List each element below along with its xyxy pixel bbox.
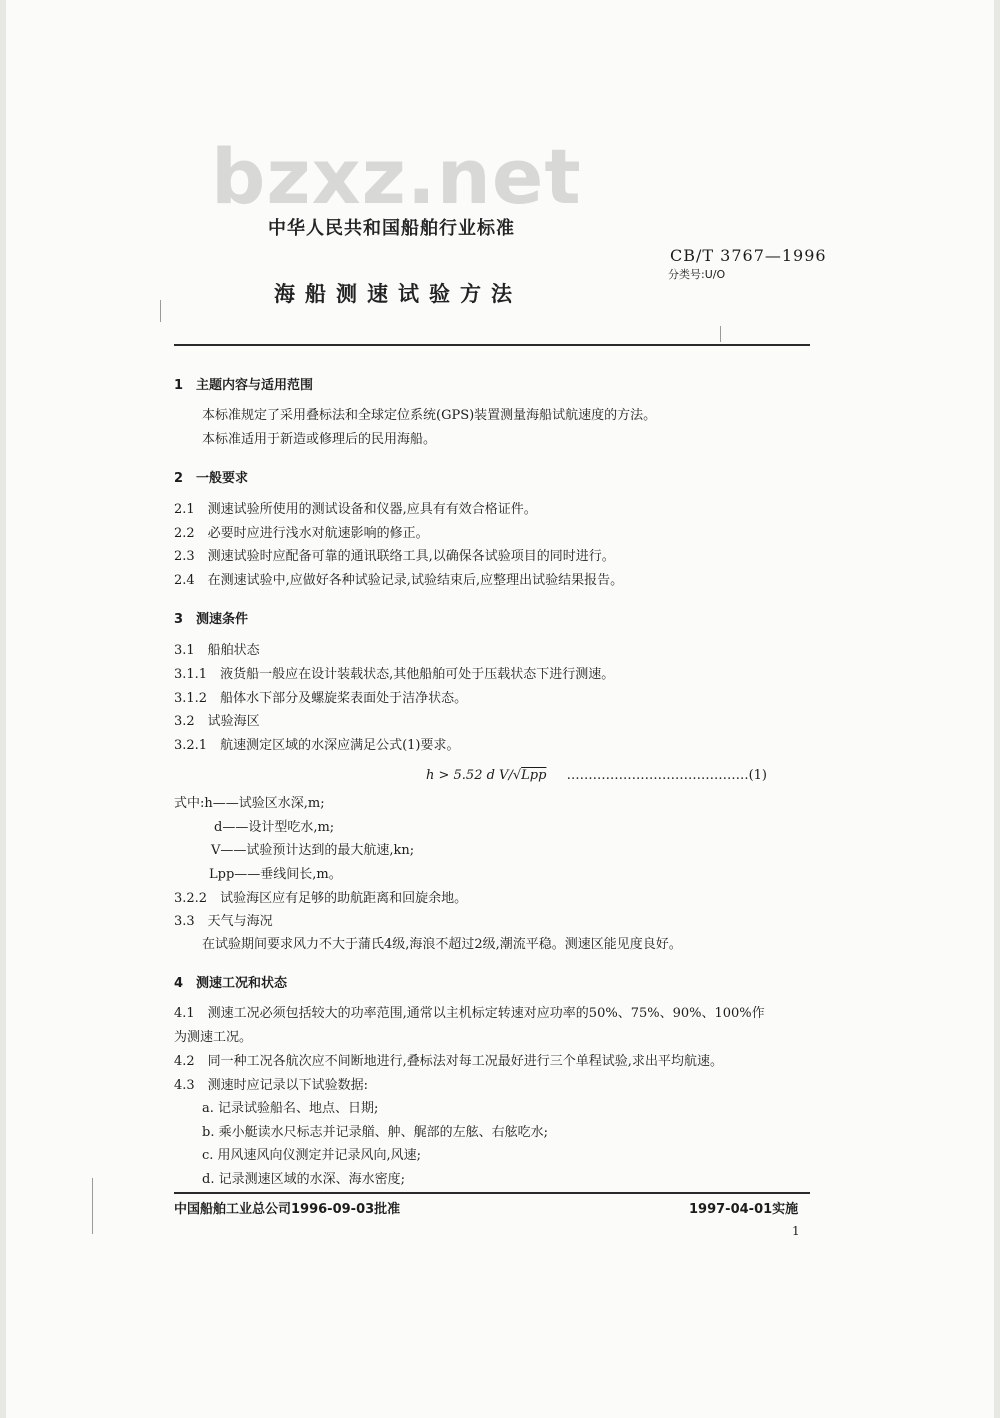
- body-line-p43d: d. 记录测速区域的水深、海水密度;: [202, 1172, 405, 1187]
- document-title: 海船测速试验方法: [274, 282, 522, 306]
- scan-artifact-mark: [720, 326, 721, 342]
- body-line-p23: 2.3 测速试验时应配备可靠的通讯联络工具,以确保各试验项目的同时进行。: [174, 549, 615, 564]
- body-line-p21: 2.1 测速试验所使用的测试设备和仪器,应具有有效合格证件。: [174, 502, 537, 517]
- body-line-p31: 3.1 船舶状态: [174, 643, 260, 658]
- document-page: [6, 0, 994, 1418]
- footer-rule: [174, 1192, 810, 1194]
- approval-line: 中国船舶工业总公司1996-09-03批准: [174, 1202, 401, 1217]
- formula-radicand: Lpp: [521, 768, 547, 783]
- body-line-w3: Lpp——垂线间长,m。: [209, 867, 342, 882]
- body-line-p41a: 4.1 测速工况必须包括较大的功率范围,通常以主机标定转速对应功率的50%、75%、90%、100%作: [174, 1006, 765, 1021]
- body-line-p1a: 本标准规定了采用叠标法和全球定位系统(GPS)装置测量海船试航速度的方法。: [202, 408, 657, 423]
- body-line-p43: 4.3 测速时应记录以下试验数据:: [174, 1078, 369, 1093]
- page-number: 1: [792, 1224, 800, 1238]
- formula-dots: ……………………………………: [566, 768, 749, 783]
- body-line-p41b: 为测速工况。: [174, 1030, 253, 1045]
- body-line-p33a: 在试验期间要求风力不大于蒲氏4级,海浪不超过2级,潮流平稳。测速区能见度良好。: [202, 937, 682, 952]
- body-line-p1b: 本标准适用于新造或修理后的民用海船。: [202, 432, 437, 447]
- header-rule: [174, 344, 810, 346]
- sqrt-icon: √: [512, 768, 522, 783]
- body-line-p43a: a. 记录试验船名、地点、日期;: [202, 1101, 379, 1116]
- body-line-w1: d——设计型吃水,m;: [214, 820, 335, 835]
- body-line-p32: 3.2 试验海区: [174, 714, 260, 729]
- effective-date: 1997-04-01实施: [689, 1202, 799, 1217]
- body-line-p33: 3.3 天气与海况: [174, 914, 273, 929]
- section-heading-s4: 4 测速工况和状态: [174, 976, 288, 991]
- section-heading-s3: 3 测速条件: [174, 612, 249, 627]
- body-line-p311: 3.1.1 液货船一般应在设计装载状态,其他船舶可处于压载状态下进行测速。: [174, 667, 615, 682]
- watermark: bzxz.net: [211, 132, 582, 221]
- section-heading-s1: 1 主题内容与适用范围: [174, 378, 314, 393]
- body-line-p43b: b. 乘小艇读水尺标志并记录艏、舯、艉部的左舷、右舷吃水;: [202, 1125, 548, 1140]
- body-line-w0: 式中:h——试验区水深,m;: [174, 796, 325, 811]
- body-line-p24: 2.4 在测速试验中,应做好各种试验记录,试验结束后,应整理出试验结果报告。: [174, 573, 624, 588]
- body-line-w2: V——试验预计达到的最大航速,kn;: [211, 843, 415, 858]
- section-heading-s2: 2 一般要求: [174, 471, 249, 486]
- body-line-p312: 3.1.2 船体水下部分及螺旋桨表面处于洁净状态。: [174, 691, 468, 706]
- body-line-p43c: c. 用风速风向仪测定并记录风向,风速;: [202, 1148, 422, 1163]
- classification-number: 分类号:U/O: [668, 268, 726, 281]
- body-line-p42: 4.2 同一种工况各航次应不间断地进行,叠标法对每工况最好进行三个单程试验,求出平均航速。: [174, 1054, 723, 1069]
- page-edge-left: [0, 0, 6, 1418]
- formula-1: [426, 768, 767, 783]
- body-line-p22: 2.2 必要时应进行浅水对航速影响的修正。: [174, 526, 429, 541]
- formula-lhs: h > 5.52 d V/: [426, 768, 513, 783]
- scan-artifact-mark: [160, 300, 161, 322]
- standard-org-line: 中华人民共和国船舶行业标准: [268, 218, 515, 239]
- scan-artifact-line: [92, 1178, 93, 1234]
- formula-number: (1): [748, 768, 767, 783]
- body-line-p321: 3.2.1 航速测定区域的水深应满足公式(1)要求。: [174, 738, 460, 753]
- body-line-p322: 3.2.2 试验海区应有足够的助航距离和回旋余地。: [174, 891, 468, 906]
- standard-code: CB/T 3767—1996: [670, 246, 827, 265]
- page-edge-right: [994, 0, 1000, 1418]
